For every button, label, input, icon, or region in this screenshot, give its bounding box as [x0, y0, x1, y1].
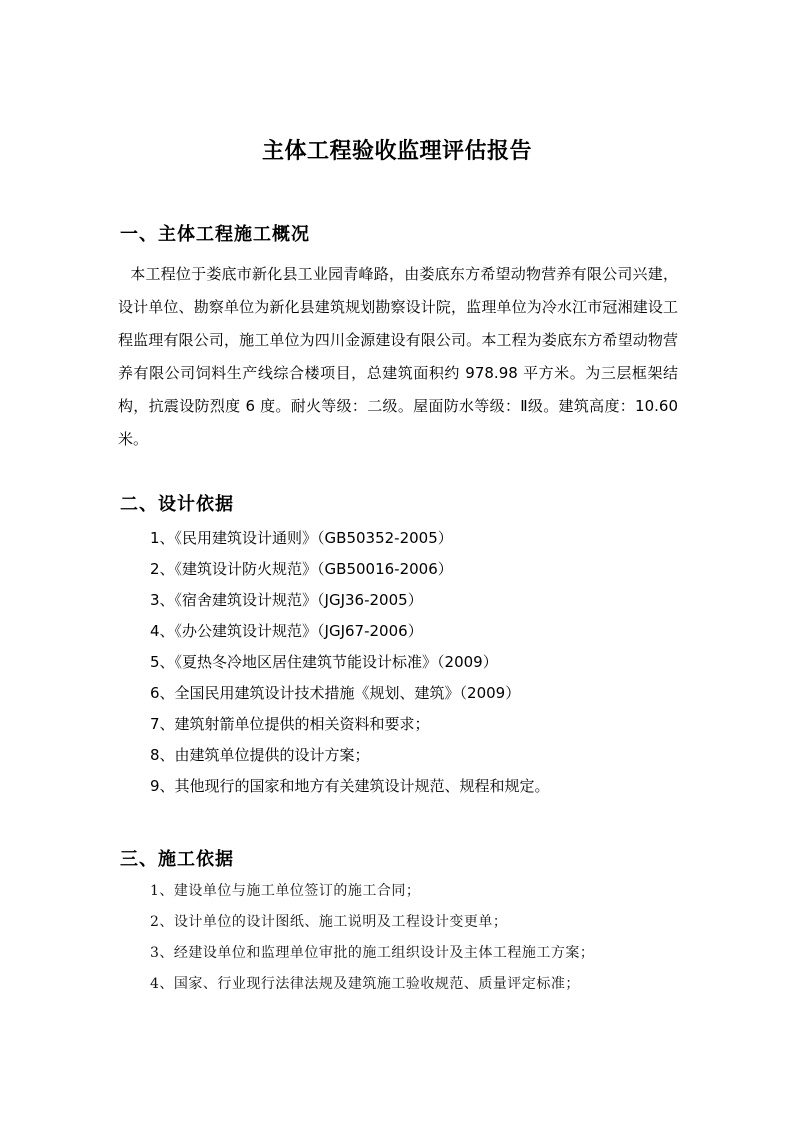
list-item: 3、《宿舍建筑设计规范》（JGJ36-2005）	[150, 591, 423, 609]
list-item: 6、全国民用建筑设计技术措施《规划、建筑》（2009）	[150, 684, 521, 702]
overview-paragraph-text: 本工程位于娄底市新化县工业园青峰路，由娄底东方希望动物营养有限公司兴建，设计单位、勘察单位为新化县建筑规划勘察设计院，监理单位为冷水江市冠湘建设工程监理有限公司，施工单位为四川金源建设有限公司。本工程为娄底东方希望动物营养有限公司饲料生产线综合楼项目，总建筑面积约 978.98 平方米。为三层框架结构，抗震设防烈度 6 度。耐火等级：二级。屋面防水等级：Ⅱ级。建筑高度：10.60 米。	[118, 265, 678, 448]
list-item: 2、设计单位的设计图纸、施工说明及工程设计变更单；	[150, 914, 508, 930]
list-item: 1、《民用建筑设计通则》（GB50352-2005）	[150, 529, 453, 547]
list-item: 1、建设单位与施工单位签订的施工合同；	[150, 883, 421, 899]
design-basis-list	[150, 523, 550, 802]
list-item: 8、由建筑单位提供的设计方案；	[150, 746, 370, 764]
section-heading-overview: 一、主体工程施工概况	[120, 224, 310, 245]
construction-basis-list	[150, 876, 594, 1000]
section-heading-construction-basis: 三、施工依据	[120, 849, 234, 870]
overview-paragraph	[118, 258, 678, 456]
list-item: 5、《夏热冬冷地区居住建筑节能设计标准》（2009）	[150, 653, 498, 671]
list-item: 4、《办公建筑设计规范》（JGJ67-2006）	[150, 622, 423, 640]
list-item: 9、其他现行的国家和地方有关建筑设计规范、规程和规定。	[150, 777, 550, 795]
list-item: 7、建筑射箭单位提供的相关资料和要求；	[150, 715, 430, 733]
list-item: 2、《建筑设计防火规范》（GB50016-2006）	[150, 560, 453, 578]
list-item: 4、国家、行业现行法律法规及建筑施工验收规范、质量评定标准；	[150, 976, 580, 992]
document-title: 主体工程验收监理评估报告	[261, 139, 532, 164]
section-heading-design-basis: 二、设计依据	[120, 494, 234, 515]
list-item: 3、经建设单位和监理单位审批的施工组织设计及主体工程施工方案；	[150, 945, 595, 961]
